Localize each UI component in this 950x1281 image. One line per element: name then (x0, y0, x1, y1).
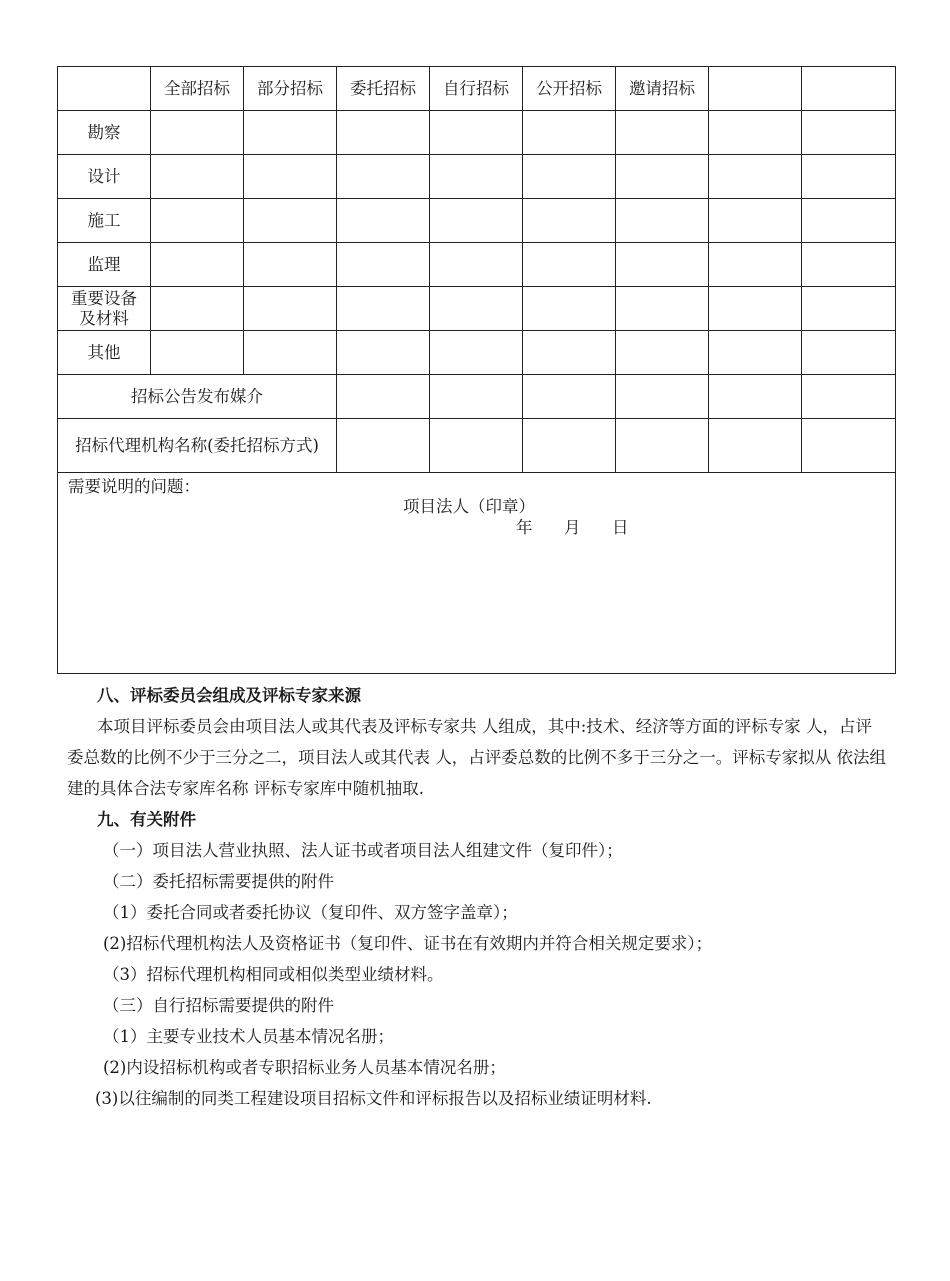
table-cell[interactable] (616, 199, 709, 243)
table-cell[interactable] (337, 375, 430, 419)
table-cell[interactable] (337, 111, 430, 155)
section-8-heading: 八、评标委员会组成及评标专家来源 (97, 686, 361, 705)
table-cell[interactable] (244, 111, 337, 155)
table-cell[interactable] (616, 419, 709, 473)
row-label: 设计 (58, 155, 151, 199)
table-row-media (58, 375, 896, 419)
table-row (58, 331, 896, 375)
table-cell[interactable] (337, 419, 430, 473)
table-cell[interactable] (430, 375, 523, 419)
table-cell[interactable] (802, 375, 896, 419)
table-cell[interactable] (244, 243, 337, 287)
column-header: 部分招标 (244, 67, 337, 111)
table-cell[interactable] (337, 243, 430, 287)
table-row (58, 243, 896, 287)
row-label: 重要设备及材料 (58, 287, 151, 331)
date-year: 年 (516, 518, 533, 537)
table-cell[interactable] (523, 111, 616, 155)
row-label: 勘察 (58, 111, 151, 155)
table-cell[interactable] (523, 375, 616, 419)
table-row-notes (58, 473, 896, 674)
attachment-item: （1）委托合同或者委托协议（复印件、双方签字盖章）； (103, 903, 518, 922)
table-cell[interactable] (244, 155, 337, 199)
table-header-row (58, 67, 896, 111)
table-row (58, 199, 896, 243)
table-cell[interactable] (244, 331, 337, 375)
table-cell[interactable] (523, 287, 616, 331)
column-header (802, 67, 896, 111)
date-month: 月 (563, 518, 581, 537)
column-header: 公开招标 (523, 67, 616, 111)
table-cell[interactable] (709, 199, 802, 243)
table-cell[interactable] (244, 287, 337, 331)
table-cell[interactable] (802, 331, 896, 375)
attachment-item: (2)招标代理机构法人及资格证书（复印件、证书在有效期内并符合相关规定要求）； (103, 934, 713, 953)
table-cell[interactable] (616, 287, 709, 331)
date-line (516, 518, 628, 538)
table-row (58, 155, 896, 199)
table-cell[interactable] (430, 331, 523, 375)
row-label: 施工 (58, 199, 151, 243)
table-cell[interactable] (151, 287, 244, 331)
body-text (67, 680, 887, 1114)
table-row (58, 287, 896, 331)
section-9-heading: 九、有关附件 (97, 810, 196, 829)
table-cell[interactable] (430, 155, 523, 199)
table-cell[interactable] (337, 199, 430, 243)
table-cell[interactable] (802, 287, 896, 331)
attachment-item: （1）主要专业技术人员基本情况名册； (103, 1027, 394, 1046)
table-cell[interactable] (430, 287, 523, 331)
column-header: 自行招标 (430, 67, 523, 111)
table-cell[interactable] (802, 155, 896, 199)
table-cell[interactable] (616, 375, 709, 419)
table-cell[interactable] (337, 287, 430, 331)
table-row-agency (58, 419, 896, 473)
table-cell[interactable] (523, 331, 616, 375)
attachment-item: （三）自行招标需要提供的附件 (103, 996, 334, 1015)
table-cell[interactable] (151, 331, 244, 375)
notes-cell[interactable] (58, 473, 896, 674)
row-label: 监理 (58, 243, 151, 287)
table-cell[interactable] (709, 111, 802, 155)
date-day: 日 (611, 518, 629, 537)
table-cell[interactable] (709, 419, 802, 473)
table-cell[interactable] (523, 155, 616, 199)
table-cell[interactable] (802, 199, 896, 243)
table-cell[interactable] (709, 155, 802, 199)
media-label: 招标公告发布媒介 (58, 375, 337, 419)
column-header: 邀请招标 (616, 67, 709, 111)
section-8-paragraph: 本项目评标委员会由项目法人或其代表及评标专家共 人组成，其中:技术、经济等方面的评标专家 人，占评委总数的比例不少于三分之二，项目法人或其代表 人，占评委总数的比例不多于三分之一。评标专家拟从 依法组建的具体合法专家库名称 评标专家库中随机抽取. (67, 717, 886, 798)
attachment-item: （一）项目法人营业执照、法人证书或者项目法人组建文件（复印件）； (103, 841, 623, 860)
attachment-item: (3)以往编制的同类工程建设项目招标文件和评标报告以及招标业绩证明材料. (95, 1089, 652, 1108)
table-cell[interactable] (430, 419, 523, 473)
table-cell[interactable] (523, 243, 616, 287)
column-header: 全部招标 (151, 67, 244, 111)
table-cell[interactable] (709, 375, 802, 419)
table-cell[interactable] (430, 243, 523, 287)
notes-label: 需要说明的问题： (68, 477, 200, 496)
table-cell[interactable] (151, 111, 244, 155)
table-cell[interactable] (430, 199, 523, 243)
table-cell[interactable] (802, 243, 896, 287)
attachment-item: （二）委托招标需要提供的附件 (103, 872, 334, 891)
attachment-item: （3）招标代理机构相同或相似类型业绩材料。 (103, 965, 444, 984)
table-cell[interactable] (151, 199, 244, 243)
row-label: 其他 (58, 331, 151, 375)
column-header: 委托招标 (337, 67, 430, 111)
tendering-form-table (57, 66, 896, 674)
table-cell[interactable] (151, 155, 244, 199)
attachment-item: (2)内设招标机构或者专职招标业务人员基本情况名册； (103, 1058, 506, 1077)
table-cell[interactable] (337, 155, 430, 199)
seal-label: 项目法人（印章） (403, 497, 535, 516)
table-cell[interactable] (616, 331, 709, 375)
column-header (709, 67, 802, 111)
table-cell[interactable] (244, 199, 337, 243)
table-cell[interactable] (616, 155, 709, 199)
table-cell[interactable] (616, 243, 709, 287)
table-cell[interactable] (430, 111, 523, 155)
table-cell[interactable] (802, 419, 896, 473)
table-cell[interactable] (802, 111, 896, 155)
table-row (58, 111, 896, 155)
table-cell[interactable] (709, 287, 802, 331)
agency-label: 招标代理机构名称(委托招标方式) (58, 419, 337, 473)
table-cell[interactable] (523, 199, 616, 243)
header-corner-cell (58, 67, 151, 111)
table-cell[interactable] (337, 331, 430, 375)
table-cell[interactable] (151, 243, 244, 287)
table-cell[interactable] (523, 419, 616, 473)
table-cell[interactable] (616, 111, 709, 155)
table-cell[interactable] (709, 243, 802, 287)
table-cell[interactable] (709, 331, 802, 375)
